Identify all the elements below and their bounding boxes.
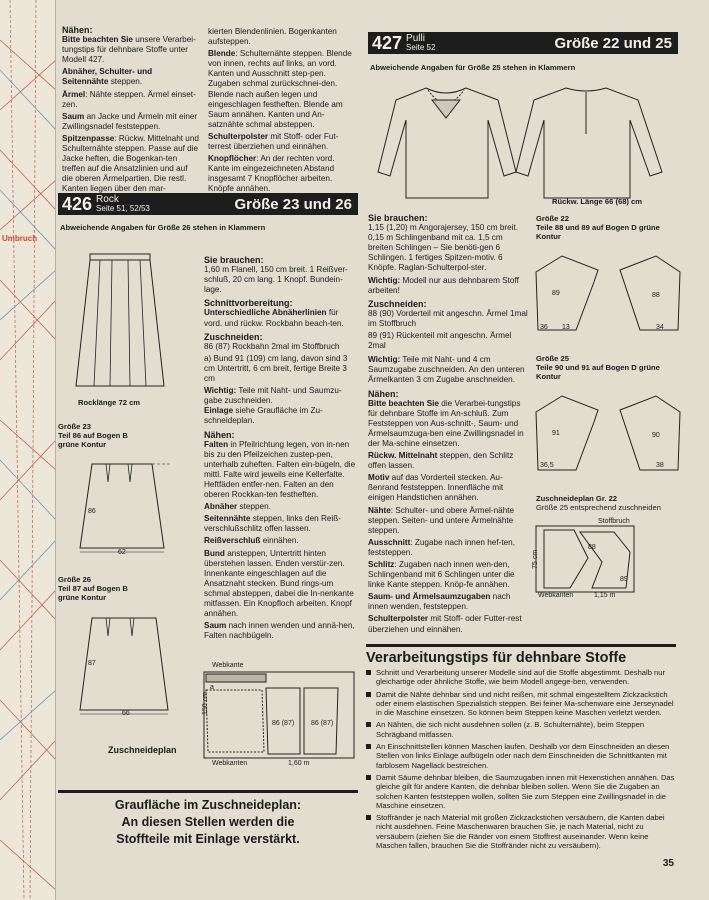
grey-note-line: Stoffteile mit Einlage verstärkt.	[116, 832, 300, 846]
content-area	[58, 0, 690, 900]
m426-naehen-line: Reißverschluß einnähen.	[204, 536, 299, 546]
top-mid-line: kierten Blendenlinien. Bogenkanten aufsteppen.	[208, 27, 337, 47]
m426-plan-a: a	[210, 684, 214, 691]
g26-piece-number: 87	[88, 660, 96, 667]
strip-fold-label: Umbruch	[2, 234, 38, 243]
top-left-line: Spitzenpasse: Rückw. Mittelnaht und Schulternähte steppen. Passe auf die Jacke heften, die Bogenkan-ten treffen auf die Ansatzlinien und auf die oberen Ärmelpartien. Die restl. Kanten liegen über den mar-	[62, 133, 199, 194]
m427-plan-89: 89	[620, 576, 628, 583]
m427-naehen-heading: Nähen:	[368, 388, 399, 399]
model-427-note: Abweichende Angaben für Größe 25 stehen in Klammern	[370, 63, 576, 72]
tips-title: Verarbeitungstips für dehnbare Stoffe	[366, 644, 676, 666]
model-426-page-ref: Seite 51, 52/53	[96, 204, 150, 213]
top-left-line: Abnäher, Schulter- und Seitennähte steppen.	[62, 67, 153, 87]
grey-area-note	[58, 790, 358, 862]
m427-naehen-line: Nähte: Schulter- und obere Ärmel-nähte steppen. Seiten- und untere Ärmelnähte steppen.	[368, 505, 515, 535]
m426-plan-kante: Webkante	[212, 662, 244, 669]
model-426-length: Rocklänge 72 cm	[78, 398, 141, 407]
g22-piece-89: 89	[552, 290, 560, 297]
m427-naehen-line: Bitte beachten Sie die Verarbei-tungstips für dehnbare Stoffe im An-schluß. Zum Feststeppen von Aus-schnitt-, Saum- und Ärmelsaumzuga-ben eine Zwillingsnadel in der Ma-schine einsetzen.	[368, 398, 524, 448]
model-426-name: Rock	[96, 194, 119, 205]
g26-pattern-piece	[72, 614, 182, 724]
g23-title: Größe 23	[58, 422, 91, 431]
m426-naehen-line: Seitennähte steppen, links den Reiß-verschlußschlitz offen lassen.	[204, 514, 341, 534]
g22-dim-1: 36	[540, 324, 548, 331]
g22-plan-label	[536, 494, 686, 512]
m427-brauchen-heading: Sie brauchen:	[368, 213, 428, 223]
model-426-number: 426	[62, 193, 93, 214]
m427-naehen-line: Motiv auf das Vorderteil stecken. Au-ßenrand feststeppen. Innenfläche mit einigen Handstichen annähen.	[368, 473, 504, 503]
m426-cutting-plan	[192, 664, 356, 768]
tip-item: Damit die Nähte dehnbar sind und nicht reißen, mit schmal eingestelltem Zickzackstich oder einem elastischen Spezialstich steppen. Bei feiner Ma-schenware eine Jerseynadel in die Maschine einsetzen. So können beim Steppen keine Maschen verletzt werden.	[366, 690, 678, 718]
g25-piece-90: 90	[652, 432, 660, 439]
model-427-text	[368, 210, 528, 637]
g22-plan-title: Zuschneideplan Gr. 22	[536, 494, 618, 503]
m426-naehen-line: Abnäher steppen.	[204, 502, 271, 512]
g26-label	[58, 575, 178, 602]
grey-note-line: An diesen Stellen werden die	[121, 815, 295, 829]
m426-vorb-heading: Schnittvorbereitung:	[204, 298, 293, 309]
m426-zuschneiden-heading: Zuschneiden:	[204, 331, 263, 342]
m426-zuschneiden-item: 86 (87) Rockbahn 2mal im Stoffbruch	[204, 341, 340, 351]
g22-plan-sub: Größe 25 entsprechend zuschneiden	[536, 503, 661, 512]
m426-naehen-line: Falten in Pfeilrichtung legen, von in-nen bis zu den Pfeilzeichen zustep-pen, unterhalb zuheften. Falten ein-bügeln, die mittl. Falte wird jeweils eine Kellerfalte. Heftfäden entfer-nen. Falten an den oberen Rockkan-ten festheften.	[204, 439, 356, 500]
m427-plan-kanten: Webkanten	[538, 592, 574, 599]
m427-plan-length: 1,15 m	[594, 592, 616, 599]
m427-naehen-line: Saum- und Ärmelsaumzugaben nach innen wenden, feststeppen.	[368, 592, 511, 612]
g22-dim-2: 13	[562, 324, 570, 331]
g25-sub: Teile 90 und 91 auf Bogen D grüne Kontur	[536, 363, 660, 381]
m426-plan-piece-2: 86 (87)	[311, 720, 334, 727]
m427-naehen-line: Schulterpolster mit Stoff- oder Futter-rest überziehen und einnähen.	[368, 614, 522, 634]
g26-kontur: grüne Kontur	[58, 593, 107, 602]
m427-naehen-line: Ausschnitt: Zugabe nach innen hef-ten, feststeppen.	[368, 537, 516, 557]
tip-item: Schnitt und Verarbeitung unserer Modelle sind auf die Stoffe abgestimmt. Deshalb nur gleichartige oder ähnliche Stoffe, wie beim Modell angege-ben, verwenden.	[366, 668, 678, 687]
g23-piece-number: 86	[88, 508, 96, 515]
rock-sketch	[72, 250, 172, 390]
m426-naehen-line: Bund ansteppen, Untertritt hinten überstehen lassen. Enden verstür-zen. Innenkante eingeschlagen auf die Ansatznaht stecken. Bund rings-um schmal absteppen, dabei die In-nenkante mitfassen. Ein Knopfloch arbeiten. Knopf annähen.	[204, 548, 354, 619]
m427-cutting-plan	[534, 522, 664, 600]
g25-label	[536, 354, 686, 381]
tips-list	[366, 668, 678, 853]
top-mid-column	[208, 27, 354, 197]
g26-sub: Teil 87 auf Bogen B	[58, 584, 128, 593]
g22-sub: Teile 88 und 89 auf Bogen D grüne Kontur	[536, 223, 660, 241]
m426-plan-kanten: Webkanten	[212, 760, 248, 767]
g23-label	[58, 422, 178, 449]
m427-plan-bruch: Stoffbruch	[598, 518, 630, 525]
m426-brauchen: 1,60 m Flanell, 150 cm breit. 1 Reißver-schluß, 20 cm lang. 1 Knopf. Bundein-lage.	[204, 265, 348, 295]
m427-plan-width: 75 cm	[532, 549, 540, 570]
m426-brauchen-heading: Sie brauchen:	[204, 255, 264, 265]
m427-plan-88: 88	[588, 544, 596, 551]
model-427-name: Pulli	[406, 33, 425, 44]
pattern-lines-graphic	[0, 0, 56, 900]
tip-item: An Einschnittstellen können Maschen laufen. Deshalb vor dem Einschneiden an diesen Stellen von links Einlage aufbügeln oder nach dem Einschneiden die Schnittkanten mit farblosem Nagellack bestreichen.	[366, 742, 678, 770]
g23-sub: Teil 86 auf Bogen B	[58, 431, 128, 440]
tip-item: An Nähten, die sich nicht ausdehnen sollen (z. B. Schulternähte), beim Steppen Schrägband mitfassen.	[366, 720, 678, 739]
m427-zuschneiden-heading: Zuschneiden:	[368, 298, 427, 309]
grey-note-line: Graufläche im Zuschneideplan:	[114, 798, 302, 812]
g22-dim-3: 34	[656, 324, 664, 331]
m426-plan-piece-1: 86 (87)	[272, 720, 295, 727]
m427-zuschneiden-item: 88 (90) Vorderteil mit angeschn. Ärmel 1mal im Stoffbruch	[368, 308, 528, 328]
m427-wichtig2: Wichtig: Teile mit Naht- und 4 cm Saumzugabe zuschneiden. An den unteren Ärmelkanten 3 cm Zugabe anschneiden.	[368, 355, 525, 385]
model-426-header	[58, 193, 358, 215]
g26-title: Größe 26	[58, 575, 91, 584]
g26-width: 66	[122, 710, 130, 717]
g22-label	[536, 214, 686, 241]
model-427-length: Rückw. Länge 66 (68) cm	[552, 197, 643, 206]
top-left-line: Ärmel: Nähte steppen. Ärmel einset-zen.	[62, 89, 196, 109]
tip-item: Stoffränder je nach Material mit großen Zickzackstichen versäubern, die Kanten dabei nicht ausdehnen. Feine Maschenwaren brauchen Sie, je nach Material, nicht zu versäubern (ziehen Sie die Ränder von einem Stoffrest auseinander. Wenn keine Maschen fallen, brauchen Sie die Stoffränder nicht zu versäubern).	[366, 813, 678, 850]
top-left-heading: Nähen:	[62, 25, 93, 35]
m426-plan-length: 1,60 m	[288, 760, 310, 767]
g22-piece-88: 88	[652, 292, 660, 299]
tip-item: Damit Säume dehnbar bleiben, die Saumzugaben innen mit Hexenstichen annähen. Das gleiche gilt für andere Kanten, die dehnbar bleiben sollen. Wenn Sie die Zugaben an solchen Kanten feststeppen wollen, sollten Sie zum Steppen eine Zwillingsnadel in die Maschine einsetzen.	[366, 773, 678, 810]
m426-naehen-line: Saum nach innen wenden und annä-hen, Falten nachbügeln.	[204, 621, 355, 641]
top-mid-line: Knopflöcher: An der rechten vord. Kante im eingezeichneten Abstand insgesamt 7 Knopflöcher arbeiten. Knöpfe annähen.	[208, 154, 335, 194]
m427-zuschneiden-item: 89 (91) Rückenteil mit angeschn. Ärmel 2mal	[368, 331, 512, 351]
top-mid-line: Blende: Schulternähte steppen. Blende von innen, rechts auf links, an vord. Kanten und Ausschnitt step-pen. Zugaben schmal zurückschnei-den. Blende nach außen legen und eingeschlagen festheften. Blende am Saum annähen. Kanten und An-satznähte schmal absteppen.	[208, 49, 352, 129]
m426-plan-title: Zuschneideplan	[108, 745, 177, 755]
m426-naehen-heading: Nähen:	[204, 429, 235, 440]
model-427-page-ref: Seite 52	[406, 43, 436, 52]
model-427-number: 427	[372, 32, 403, 53]
model-426-text	[204, 252, 356, 643]
model-426-size: Größe 23 und 26	[234, 195, 352, 213]
top-left-line: Saum an Jacke und Ärmeln mit einer Zwillingsnadel feststeppen.	[62, 111, 198, 131]
g25-dim-2: 38	[656, 462, 664, 469]
pulli-sketch	[376, 76, 666, 206]
m426-vorb: Unterschiedliche Abnäherlinien für vord. und rückw. Rockbahn beach-ten.	[204, 308, 344, 328]
page-number: 35	[662, 858, 674, 869]
m427-brauchen: 1,15 (1,20) m Angorajersey, 150 cm breit. 0,15 m Schlingenband mit ca. 1,5 cm breiten Schlingen – Sie benöti-gen 6 Schlingen. 1 fertiges Spitzen-motiv. 6 Knöpfe. Raglan-Schulterpol-ster.	[368, 223, 519, 273]
top-left-line: Bitte beachten Sie unsere Verarbei-tungstips für dehnbare Stoffe unter Modell 427.	[62, 35, 196, 65]
m426-wichtig: Wichtig: Teile mit Naht- und Saumzu-gabe zuschneiden. Einlage siehe Graufläche im Zu-schneideplan.	[204, 386, 342, 426]
m427-wichtig: Wichtig: Modell nur aus dehnbarem Stoff arbeiten!	[368, 275, 519, 295]
model-426-note: Abweichende Angaben für Größe 26 stehen in Klammern	[60, 223, 266, 232]
g23-kontur: grüne Kontur	[58, 440, 107, 449]
m426-plan-width: 150 cm	[201, 692, 209, 715]
model-427-size: Größe 22 und 25	[554, 34, 672, 52]
model-427-header	[368, 32, 678, 54]
top-left-column	[62, 25, 200, 197]
g22-title: Größe 22	[536, 214, 569, 223]
g25-piece-91: 91	[552, 430, 560, 437]
g25-dim-1: 36,5	[540, 462, 554, 469]
m426-zuschneiden-item: a) Bund 91 (109) cm lang, davon sind 3 cm Untertritt, 6 cm breit, fertige Breite 3 cm	[204, 353, 348, 384]
top-mid-line: Schulterpolster mit Stoff- oder Fut-terrest überziehen und einnähen.	[208, 131, 339, 152]
pattern-sheet-strip	[0, 0, 56, 900]
m427-naehen-line: Rückw. Mittelnaht steppen, den Schlitz offen lassen.	[368, 451, 514, 471]
g23-width: 62	[118, 549, 126, 556]
g25-title: Größe 25	[536, 354, 569, 363]
m427-naehen-line: Schlitz: Zugaben nach innen wen-den, Schlingenband mit 6 Schlingen unter die linke Kante steppen. Knöp-fe annähen.	[368, 560, 515, 590]
